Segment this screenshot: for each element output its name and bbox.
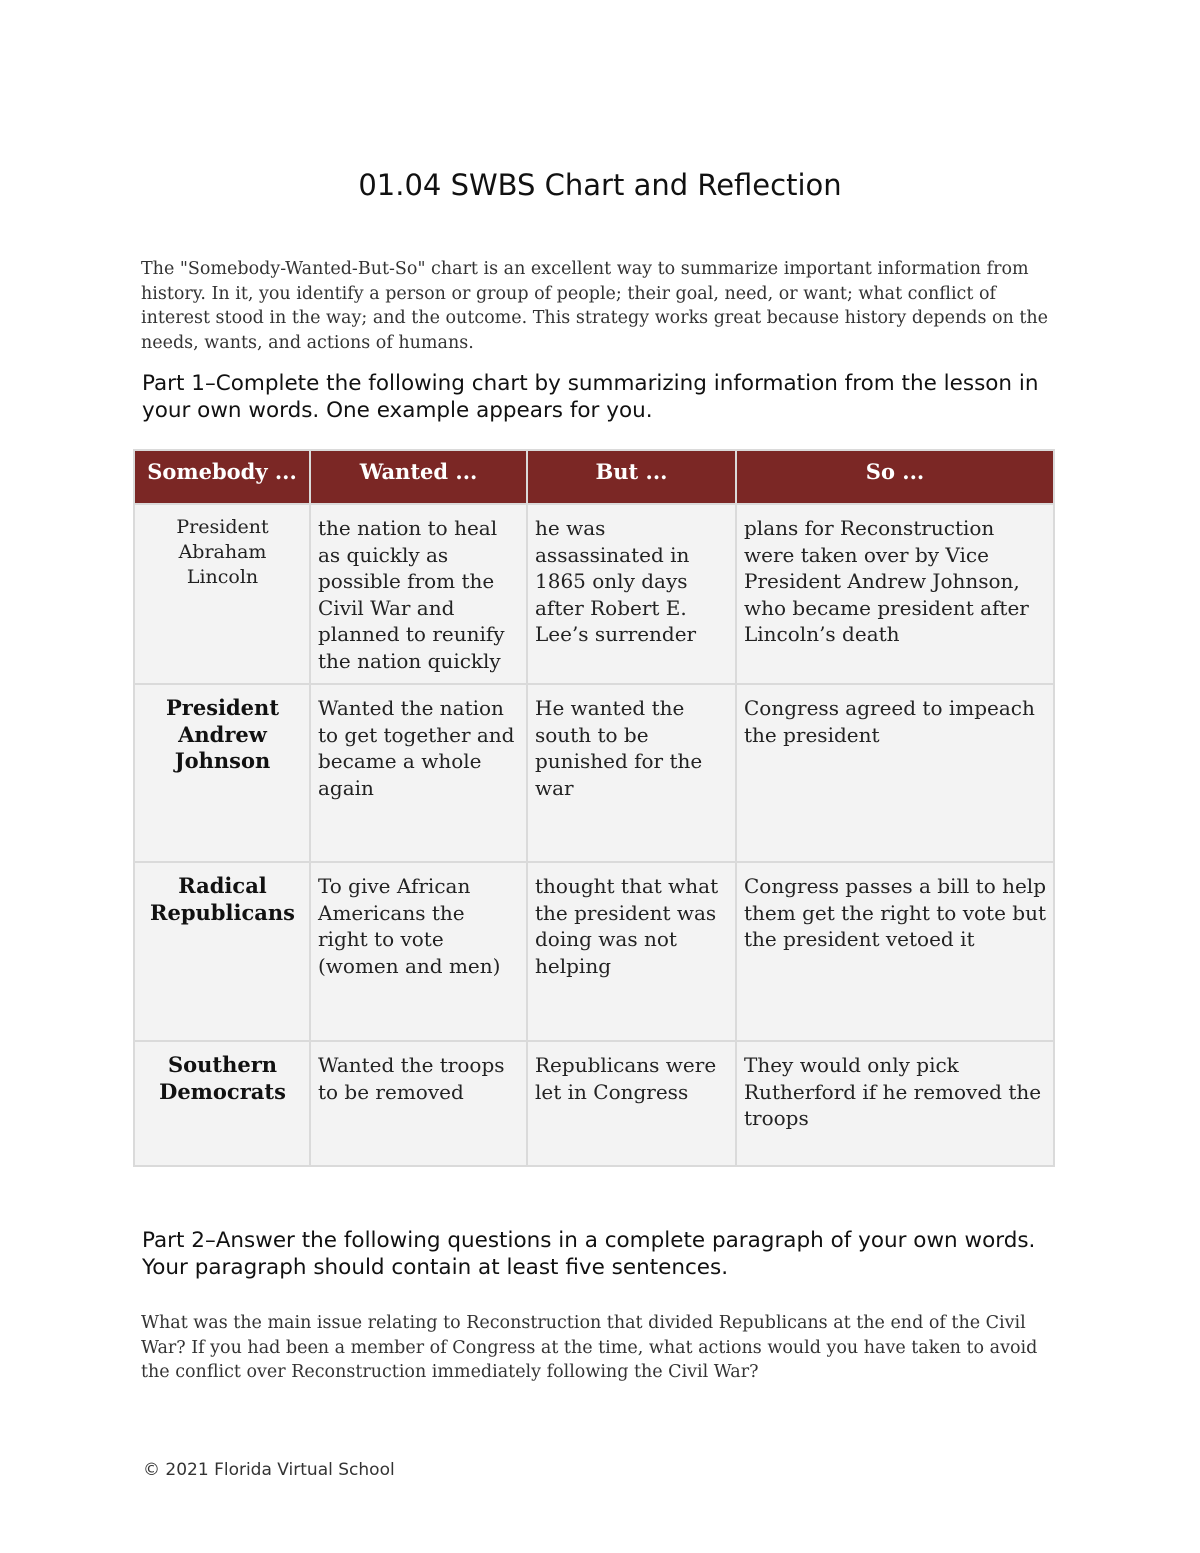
part2-heading: Part 2–Answer the following questions in a complete paragraph of your own words. Your paragraph should contain at least five sentences. (142, 1228, 1036, 1280)
cell-wanted: the nation to heal as quickly as possible from the Civil War and planned to reunify the nation quickly (310, 504, 527, 684)
cell-but[interactable]: thought that what the president was doing was not helping (527, 862, 736, 1041)
table-row (134, 1041, 1054, 1166)
copyright-footer: © 2021 Florida Virtual School (143, 1460, 395, 1480)
page-title: 01.04 SWBS Chart and Reflection (358, 168, 842, 202)
cell-but: he was assassinated in 1865 only days after Robert E. Lee’s surrender (527, 504, 736, 684)
cell-so[interactable]: Congress passes a bill to help them get the right to vote but the president vetoed it (736, 862, 1054, 1041)
header-somebody: Somebody ... (134, 450, 310, 504)
chart-header-row (134, 450, 1054, 504)
cell-somebody: President Abraham Lincoln (134, 504, 310, 684)
cell-wanted[interactable]: Wanted the nation to get together and became a whole again (310, 684, 527, 862)
cell-but[interactable]: He wanted the south to be punished for the war (527, 684, 736, 862)
cell-but[interactable]: Republicans were let in Congress (527, 1041, 736, 1166)
intro-paragraph: The "Somebody-Wanted-But-So" chart is an excellent way to summarize important information from history. In it, you identify a person or group of people; their goal, need, or want; what conflict of interest stood in the way; and the outcome. This strategy works great because history depends on the needs, wants, and actions of humans. (141, 259, 1049, 353)
table-row (134, 504, 1054, 684)
table-row (134, 862, 1054, 1041)
swbs-chart (133, 449, 1055, 1167)
header-wanted: Wanted ... (310, 450, 527, 504)
cell-somebody: Radical Republicans (134, 862, 310, 1041)
cell-somebody: President Andrew Johnson (134, 684, 310, 862)
table-row (134, 684, 1054, 862)
cell-wanted[interactable]: Wanted the troops to be removed (310, 1041, 527, 1166)
cell-so[interactable]: They would only pick Rutherford if he removed the troops (736, 1041, 1054, 1166)
header-so: So ... (736, 450, 1054, 504)
cell-wanted[interactable]: To give African Americans the right to vote (women and men) (310, 862, 527, 1041)
cell-somebody: Southern Democrats (134, 1041, 310, 1166)
reflection-question: What was the main issue relating to Reconstruction that divided Republicans at the end of the Civil War? If you had been a member of Congress at the time, what actions would you have taken to avoid the conflict over Reconstruction immediately following the Civil War? (141, 1313, 1038, 1382)
cell-so: plans for Reconstruction were taken over by Vice President Andrew Johnson, who became president after Lincoln’s death (736, 504, 1054, 684)
cell-so[interactable]: Congress agreed to impeach the president (736, 684, 1054, 862)
part1-heading: Part 1–Complete the following chart by summarizing information from the lesson in your own words. One example appears for you. (142, 371, 1039, 423)
header-but: But ... (527, 450, 736, 504)
